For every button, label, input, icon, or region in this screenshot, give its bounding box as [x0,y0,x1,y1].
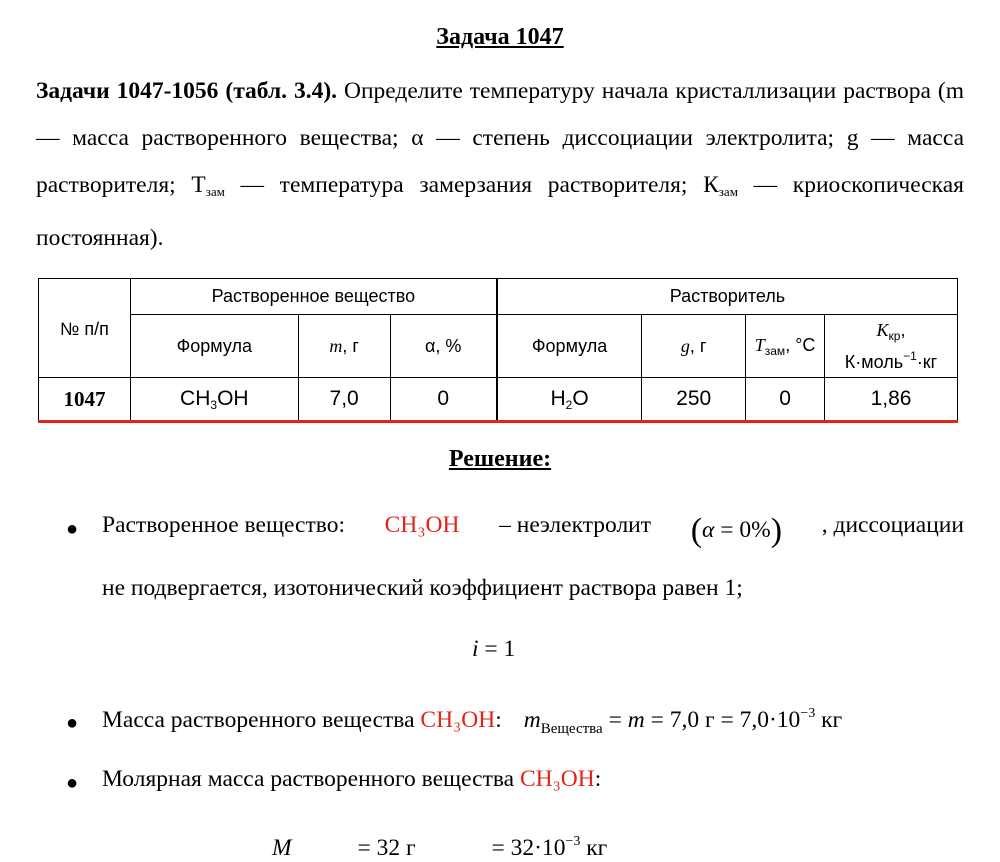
header-k-sub: кр [888,329,901,343]
formula-solute-b: OH [217,386,249,410]
molar-mass-equation [272,834,607,862]
header-solute-group: Растворенное вещество [130,279,497,315]
cell-g: 250 [642,378,746,422]
header-t-unit: , °С [785,334,816,355]
header-k-unit-b: ·кг [916,352,938,372]
cell-t: 0 [746,378,825,422]
cell-m: 7,0 [298,378,390,422]
header-num: № п/п [39,279,131,378]
alpha-eq: = 0% [714,517,771,543]
bullet-3-lead: Молярная масса растворенного вещества [102,766,520,792]
mass-symbol-2: m [627,707,645,733]
bullet-1-line-2: не подвергается, изотонический коэффициент раствора равен 1; [102,575,743,601]
molar-mass-exp: −3 [565,834,581,849]
problem-text-3: — криоскопическая постоянная). [36,172,964,251]
data-table [38,278,958,423]
molar-mass-unit: кг [580,835,608,861]
bullet-1-alpha-expr: (α = 0%) [690,512,783,549]
header-k-symbol: K [876,320,889,340]
header-solvent-group: Растворитель [497,279,958,315]
bullet-1-line-1 [102,512,964,550]
page-title: Задача 1047 [436,24,564,50]
header-g [642,315,746,378]
header-m-unit: , г [342,335,359,356]
header-formula-solvent: Формула [497,315,642,378]
equation-i [472,636,515,663]
table-row [39,378,958,422]
molar-mass-val-1: = 32 г [351,835,416,861]
header-k-comma: , [900,320,906,340]
bullet-2-equation [523,706,843,737]
equation-i-rest: = 1 [478,636,516,662]
problem-lead: Задачи 1047-1056 (табл. 3.4). [36,78,338,104]
header-t [746,315,825,378]
cell-num: 1047 [39,378,131,422]
bullet-1-text: – неэлектролит [499,512,652,538]
formula-solvent-a: H [550,386,566,410]
subscript-zam-1: зам [205,184,225,199]
bullet-3-line [102,766,601,793]
bullet-1-tail: , диссоциации [821,512,964,538]
header-m [298,315,390,378]
formula-solute-a: CH [180,386,211,410]
bullet-icon: ● [66,772,79,794]
molar-mass-symbol: M [272,835,292,861]
problem-statement [36,68,964,262]
solution-title: Решение: [448,446,552,472]
formula-solvent-sub: 2 [565,397,573,412]
mass-eq-2: = 7,0 г = 7,0·10 [644,707,801,733]
bullet-1-compound: CH₃OH [384,512,460,538]
cell-k: 1,86 [825,378,958,422]
header-formula-solute: Формула [130,315,298,378]
mass-eq-1: = [602,707,628,733]
mass-unit: кг [815,707,843,733]
cell-formula-solvent [497,378,642,422]
cell-formula-solute [130,378,298,422]
bullet-1-lead: Растворенное вещество: [102,512,345,538]
subscript-zam-2: зам [718,184,738,199]
formula-solvent-b: O [572,386,589,410]
mass-symbol: m [523,707,541,733]
header-t-sub: зам [764,343,786,358]
alpha-symbol: α [702,517,715,543]
header-m-symbol: m [329,335,343,356]
problem-text-2: — температура замерзания растворителя; К [224,172,719,198]
bullet-2-compound: CH₃OH [420,707,496,733]
bullet-2-line [102,706,842,738]
bullet-2-lead: Масса растворенного вещества [102,707,421,733]
header-k [825,315,958,378]
mass-exponent: −3 [800,706,816,721]
bullet-icon: ● [66,518,79,540]
bullet-icon: ● [66,712,79,734]
formula-solute-sub: 3 [210,397,218,412]
problem-text-1: Определите температуру начала кристаллизации раствора (m — масса растворенного вещества; α — степень диссоциации электролита; g — масса растворителя; Т [36,78,964,198]
bullet-2-colon: : [495,707,502,733]
cell-alpha: 0 [390,378,497,422]
header-g-unit: , г [689,335,707,356]
mass-subscript: Вещества [540,721,603,737]
header-k-unit-a: К·моль [844,352,904,372]
header-alpha: α, % [390,315,497,378]
header-t-symbol: T [754,334,765,355]
bullet-3-colon: : [594,766,602,792]
bullet-3-compound: CH₃OH [519,766,595,792]
header-g-symbol: g [680,335,690,356]
header-k-unit-exp: −1 [903,349,917,363]
molar-mass-val-2: = 32·10 [485,835,566,861]
equation-i-symbol: i [472,636,479,662]
